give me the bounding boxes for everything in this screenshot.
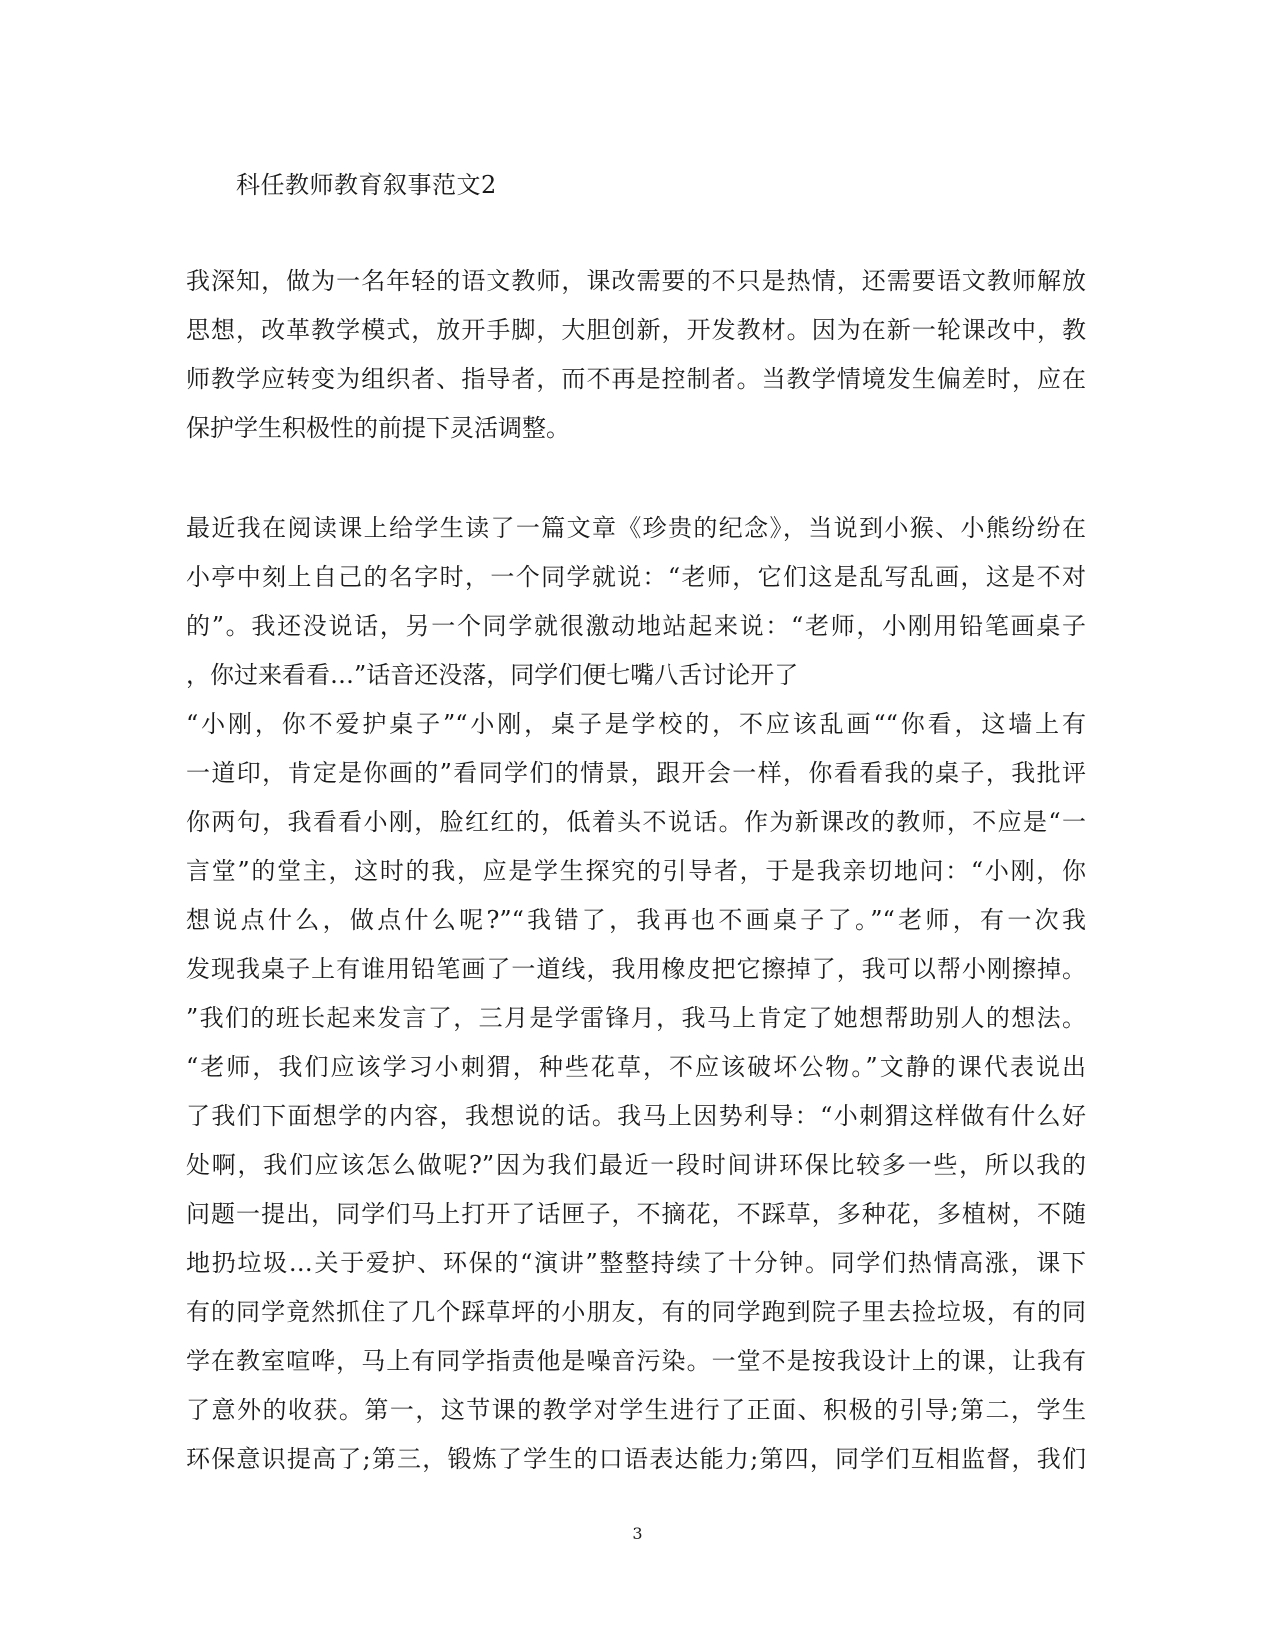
paragraph-line: 小亭中刻上自己的名字时，一个同学就说：“老师，它们这是乱写乱画，这是不对 — [186, 563, 1086, 591]
paragraph-line: 处啊，我们应该怎么做呢?”因为我们最近一段时间讲环保比较多一些，所以我的 — [186, 1151, 1086, 1179]
paragraph-line: “老师，我们应该学习小刺猬，种些花草，不应该破坏公物。”文静的课代表说出 — [186, 1053, 1086, 1081]
paragraph-line: 有的同学竟然抓住了几个踩草坪的小朋友，有的同学跑到院子里去捡垃圾，有的同 — [186, 1298, 1086, 1326]
paragraph-line: ，你过来看看…”话音还没落，同学们便七嘴八舌讨论开了 — [186, 661, 799, 689]
paragraph-line: 想说点什么，做点什么呢?”“我错了，我再也不画桌子了。”“老师，有一次我 — [186, 906, 1086, 934]
paragraph-2 — [186, 504, 1086, 1484]
page-number: 3 — [632, 1524, 643, 1543]
paragraph-line: ”我们的班长起来发言了，三月是学雷锋月，我马上肯定了她想帮助别人的想法。 — [186, 1004, 1086, 1032]
document-title: 科任教师教育叙事范文2 — [236, 171, 497, 199]
paragraph-line: 师教学应转变为组织者、指导者，而不再是控制者。当教学情境发生偏差时，应在 — [186, 365, 1086, 393]
paragraph-line: 言堂”的堂主，这时的我，应是学生探究的引导者，于是我亲切地问：“小刚，你 — [186, 857, 1086, 885]
paragraph-line: 发现我桌子上有谁用铅笔画了一道线，我用橡皮把它擦掉了，我可以帮小刚擦掉。 — [186, 955, 1086, 983]
paragraph-line: 思想，改革教学模式，放开手脚，大胆创新，开发教材。因为在新一轮课改中，教 — [186, 316, 1086, 344]
paragraph-line: 学在教室喧哗，马上有同学指责他是噪音污染。一堂不是按我设计上的课，让我有 — [186, 1347, 1086, 1375]
paragraph-line: 的”。我还没说话，另一个同学就很激动地站起来说：“老师，小刚用铅笔画桌子 — [186, 612, 1086, 640]
paragraph-line: 了意外的收获。第一，这节课的教学对学生进行了正面、积极的引导;第二，学生 — [186, 1396, 1086, 1424]
paragraph-1 — [186, 257, 1086, 453]
paragraph-line: 问题一提出，同学们马上打开了话匣子，不摘花，不踩草，多种花，多植树，不随 — [186, 1200, 1086, 1228]
paragraph-line: 环保意识提高了;第三，锻炼了学生的口语表达能力;第四，同学们互相监督，我们 — [186, 1445, 1086, 1473]
paragraph-line: 你两句，我看看小刚，脸红红的，低着头不说话。作为新课改的教师，不应是“一 — [186, 808, 1086, 836]
paragraph-line: 保护学生积极性的前提下灵活调整。 — [186, 414, 570, 442]
paragraph-line: 了我们下面想学的内容，我想说的话。我马上因势利导：“小刺猬这样做有什么好 — [186, 1102, 1086, 1130]
paragraph-line: 我深知，做为一名年轻的语文教师，课改需要的不只是热情，还需要语文教师解放 — [186, 267, 1086, 295]
paragraph-line: “小刚，你不爱护桌子”“小刚，桌子是学校的，不应该乱画““你看，这墙上有 — [186, 710, 1086, 738]
paragraph-line: 一道印，肯定是你画的”看同学们的情景，跟开会一样，你看看我的桌子，我批评 — [186, 759, 1086, 787]
paragraph-line: 地扔垃圾…关于爱护、环保的“演讲”整整持续了十分钟。同学们热情高涨，课下 — [186, 1249, 1086, 1277]
paragraph-line: 最近我在阅读课上给学生读了一篇文章《珍贵的纪念》，当说到小猴、小熊纷纷在 — [186, 514, 1086, 542]
